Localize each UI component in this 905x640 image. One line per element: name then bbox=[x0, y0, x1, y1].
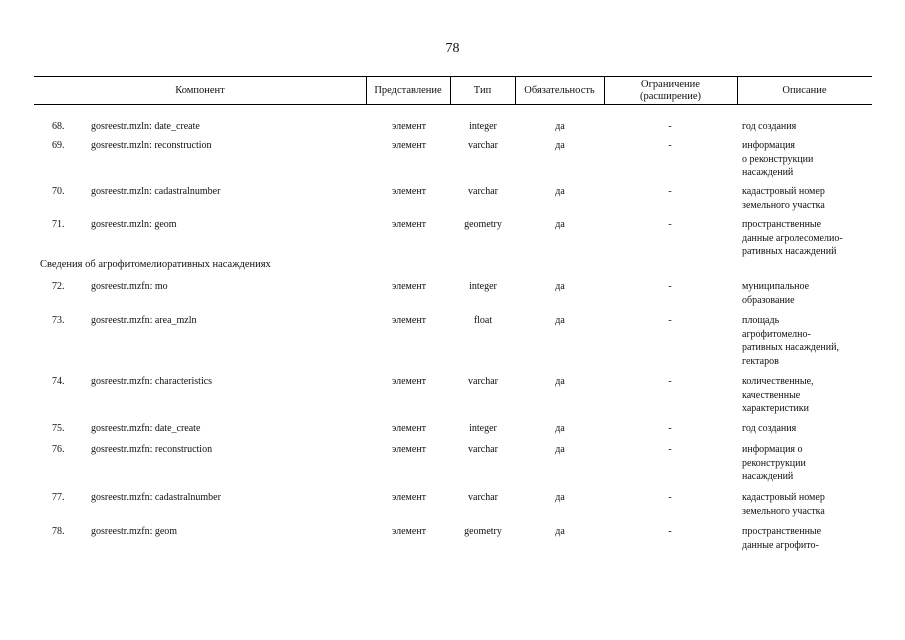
header-description: Описание bbox=[782, 85, 827, 96]
row-description: кадастровый номер земельного участка bbox=[742, 186, 825, 211]
row-component: gosreestr.mzln: reconstruction bbox=[91, 140, 212, 151]
row-number: 75. bbox=[52, 423, 65, 434]
header-type: Тип bbox=[473, 85, 492, 96]
row-component: gosreestr.mzfn: reconstruction bbox=[91, 444, 213, 455]
row-component: gosreestr.mzln: cadastralnumber bbox=[91, 186, 221, 197]
row-description: количественные, качественные характеристики bbox=[742, 376, 814, 414]
header-limit: Ограничение (расширение) bbox=[639, 79, 702, 102]
row-type: varchar bbox=[468, 376, 498, 387]
row-limit: - bbox=[668, 526, 672, 537]
row-description: кадастровый номер земельного участка bbox=[742, 492, 825, 517]
row-number: 76. bbox=[52, 444, 65, 455]
section-heading: Сведения об агрофитомелиоративных насаждениях bbox=[40, 259, 271, 270]
row-required: да bbox=[555, 219, 565, 230]
row-type: varchar bbox=[468, 140, 498, 151]
row-representation: элемент bbox=[391, 219, 427, 230]
row-component: gosreestr.mzln: geom bbox=[91, 219, 177, 230]
row-number: 71. bbox=[52, 219, 65, 230]
row-limit: - bbox=[668, 121, 672, 132]
row-component: gosreestr.mzfn: cadastralnumber bbox=[91, 492, 221, 503]
row-component: gosreestr.mzfn: characteristics bbox=[91, 376, 213, 387]
row-component: gosreestr.mzln: date_create bbox=[91, 121, 200, 132]
row-component: gosreestr.mzfn: geom bbox=[91, 526, 178, 537]
row-description: год создания bbox=[742, 423, 797, 434]
row-number: 73. bbox=[52, 315, 65, 326]
header-component: Компонент bbox=[175, 85, 225, 96]
row-number: 78. bbox=[52, 526, 65, 537]
row-representation: элемент bbox=[391, 526, 427, 537]
row-required: да bbox=[555, 121, 565, 132]
row-required: да bbox=[555, 186, 565, 197]
row-representation: элемент bbox=[391, 140, 427, 151]
row-type: varchar bbox=[468, 186, 498, 197]
row-type: integer bbox=[469, 121, 497, 132]
row-representation: элемент bbox=[391, 315, 427, 326]
row-required: да bbox=[555, 423, 565, 434]
header-representation: Представление bbox=[374, 85, 442, 96]
row-limit: - bbox=[668, 492, 672, 503]
row-required: да bbox=[555, 315, 565, 326]
row-description: муниципальное образование bbox=[742, 281, 810, 306]
row-description: пространственные данные агрофито- bbox=[742, 526, 822, 551]
row-component: gosreestr.mzfn: area_mzln bbox=[91, 315, 197, 326]
row-type: integer bbox=[469, 423, 497, 434]
row-limit: - bbox=[668, 315, 672, 326]
row-number: 74. bbox=[52, 376, 65, 387]
row-type: integer bbox=[469, 281, 497, 292]
row-description: год создания bbox=[742, 121, 797, 132]
row-required: да bbox=[555, 281, 565, 292]
row-number: 70. bbox=[52, 186, 65, 197]
row-number: 72. bbox=[52, 281, 65, 292]
row-type: varchar bbox=[468, 444, 498, 455]
row-type: geometry bbox=[464, 219, 502, 230]
row-required: да bbox=[555, 140, 565, 151]
row-description: информация о реконструкции насаждений bbox=[742, 444, 806, 482]
row-representation: элемент bbox=[391, 186, 427, 197]
row-limit: - bbox=[668, 376, 672, 387]
row-limit: - bbox=[668, 219, 672, 230]
row-type: float bbox=[473, 315, 493, 326]
row-required: да bbox=[555, 376, 565, 387]
row-limit: - bbox=[668, 186, 672, 197]
row-representation: элемент bbox=[391, 281, 427, 292]
row-representation: элемент bbox=[391, 376, 427, 387]
page-number: 78 bbox=[445, 41, 460, 56]
row-type: geometry bbox=[464, 526, 502, 537]
row-description: пространственные данные агролесомелио- ративных насаждений bbox=[742, 219, 843, 257]
row-required: да bbox=[555, 492, 565, 503]
row-component: gosreestr.mzfn: mo bbox=[91, 281, 168, 292]
row-required: да bbox=[555, 444, 565, 455]
row-representation: элемент bbox=[391, 121, 427, 132]
row-component: gosreestr.mzfn: date_create bbox=[91, 423, 201, 434]
row-limit: - bbox=[668, 444, 672, 455]
row-representation: элемент bbox=[391, 492, 427, 503]
row-limit: - bbox=[668, 423, 672, 434]
header-required: Обязательность bbox=[524, 85, 595, 96]
row-limit: - bbox=[668, 281, 672, 292]
row-number: 68. bbox=[52, 121, 65, 132]
row-number: 69. bbox=[52, 140, 65, 151]
row-representation: элемент bbox=[391, 423, 427, 434]
row-description: информация о реконструкции насаждений bbox=[742, 140, 814, 178]
row-type: varchar bbox=[468, 492, 498, 503]
row-description: площадь агрофитомелно- ративных насаждений, гектаров bbox=[742, 315, 839, 367]
row-required: да bbox=[555, 526, 565, 537]
row-limit: - bbox=[668, 140, 672, 151]
row-representation: элемент bbox=[391, 444, 427, 455]
row-number: 77. bbox=[52, 492, 65, 503]
